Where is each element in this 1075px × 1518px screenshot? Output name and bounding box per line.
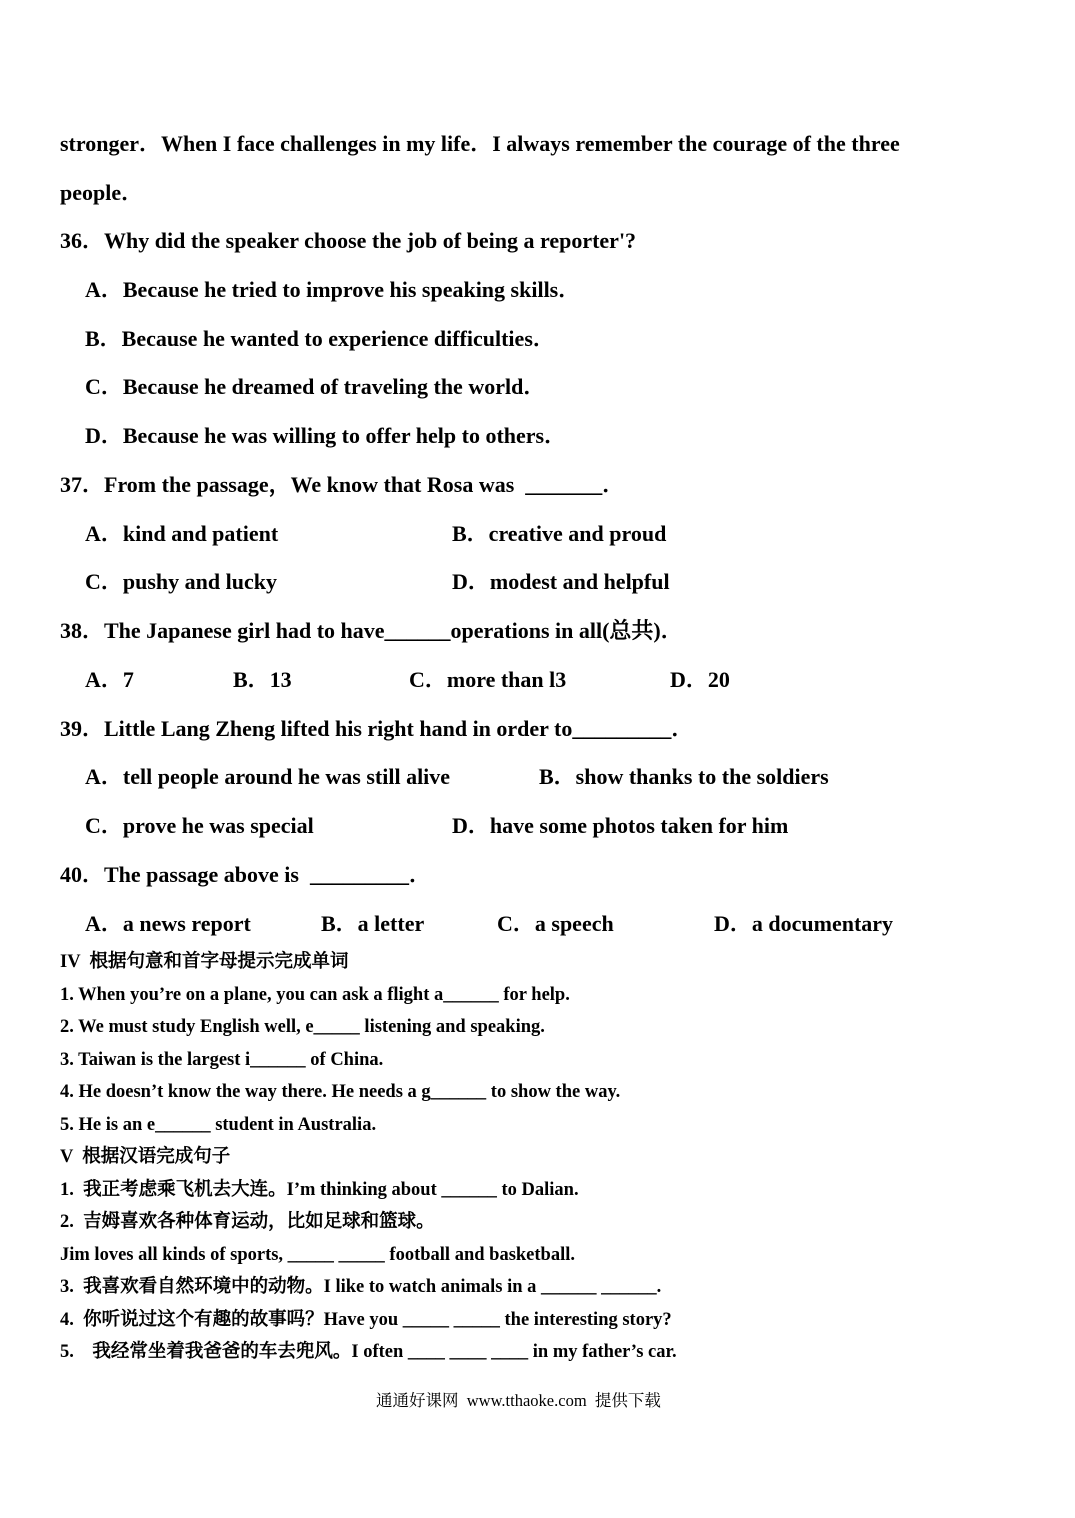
question-36-stem: 36．Why did the speaker choose the job of being a reporter'?	[60, 228, 637, 253]
section-5-item-5: 5. 我经常坐着我爸爸的车去兜风。I often ____ ____ ____ in my father’s car.	[60, 1342, 677, 1362]
question-37-option-b: B．creative and proud	[452, 521, 667, 546]
section-5-item-3: 3. 我喜欢看自然环境中的动物。I like to watch animals in a ______ ______.	[60, 1277, 662, 1297]
section-5-item-4: 4. 你听说过这个有趣的故事吗？Have you _____ _____ the interesting story?	[60, 1310, 672, 1330]
question-40-option-c: C．a speech	[497, 911, 614, 936]
section-4-heading: IV 根据句意和首字母提示完成单词	[60, 952, 349, 972]
question-39-option-b: B．show thanks to the soldiers	[539, 764, 829, 789]
section-5-item-1: 1. 我正考虑乘飞机去大连。I’m thinking about ______ to Dalian.	[60, 1180, 579, 1200]
question-39-option-d: D．have some photos taken for him	[452, 813, 789, 838]
question-37-option-a: A．kind and patient	[85, 521, 279, 546]
question-36-option-a: A．Because he tried to improve his speaking skills．	[85, 277, 581, 302]
section-4-item-3: 3. Taiwan is the largest i______ of China.	[60, 1050, 384, 1070]
question-36-option-c: C．Because he dreamed of traveling the world．	[85, 374, 546, 399]
section-5-heading: V 根据汉语完成句子	[60, 1147, 231, 1167]
section-4-item-4: 4. He doesn’t know the way there. He needs a g______ to show the way.	[60, 1082, 621, 1102]
passage-line-1: stronger．When I face challenges in my life．I always remember the courage of the three	[60, 131, 900, 156]
question-37-option-d: D．modest and helpful	[452, 569, 670, 594]
question-39-option-c: C．prove he was special	[85, 813, 314, 838]
section-5-item-2-chinese: 2. 吉姆喜欢各种体育运动，比如足球和篮球。	[60, 1212, 435, 1232]
question-38-option-b: B．13	[233, 667, 292, 692]
question-37-stem: 37．From the passage，We know that Rosa was _______．	[60, 472, 625, 497]
question-40-option-b: B．a letter	[321, 911, 425, 936]
section-4-item-1: 1. When you’re on a plane, you can ask a flight a______ for help.	[60, 985, 570, 1005]
question-37-option-c: C．pushy and lucky	[85, 569, 277, 594]
question-36-option-d: D．Because he was willing to offer help to others．	[85, 423, 567, 448]
question-40-option-a: A．a news report	[85, 911, 251, 936]
section-5-item-2-english: Jim loves all kinds of sports, _____ _____ football and basketball.	[60, 1245, 575, 1265]
question-38-option-d: D．20	[670, 667, 730, 692]
question-38-stem: 38．The Japanese girl had to have______operations in all(总共)．	[60, 618, 683, 643]
section-4-item-5: 5. He is an e______ student in Australia.	[60, 1115, 377, 1135]
question-38-option-c: C．more than l3	[409, 667, 567, 692]
question-39-stem: 39．Little Lang Zheng lifted his right hand in order to_________．	[60, 716, 694, 741]
footer-credit: 通通好课网 www.tthaoke.com 提供下载	[376, 1391, 661, 1410]
question-40-option-d: D．a documentary	[714, 911, 894, 936]
question-36-option-b: B．Because he wanted to experience difficulties．	[85, 326, 555, 351]
question-38-option-a: A．7	[85, 667, 134, 692]
section-4-item-2: 2. We must study English well, e_____ listening and speaking.	[60, 1017, 545, 1037]
question-40-stem: 40．The passage above is _________．	[60, 862, 431, 887]
passage-line-2: people．	[60, 180, 144, 205]
question-39-option-a: A．tell people around he was still alive	[85, 764, 451, 789]
